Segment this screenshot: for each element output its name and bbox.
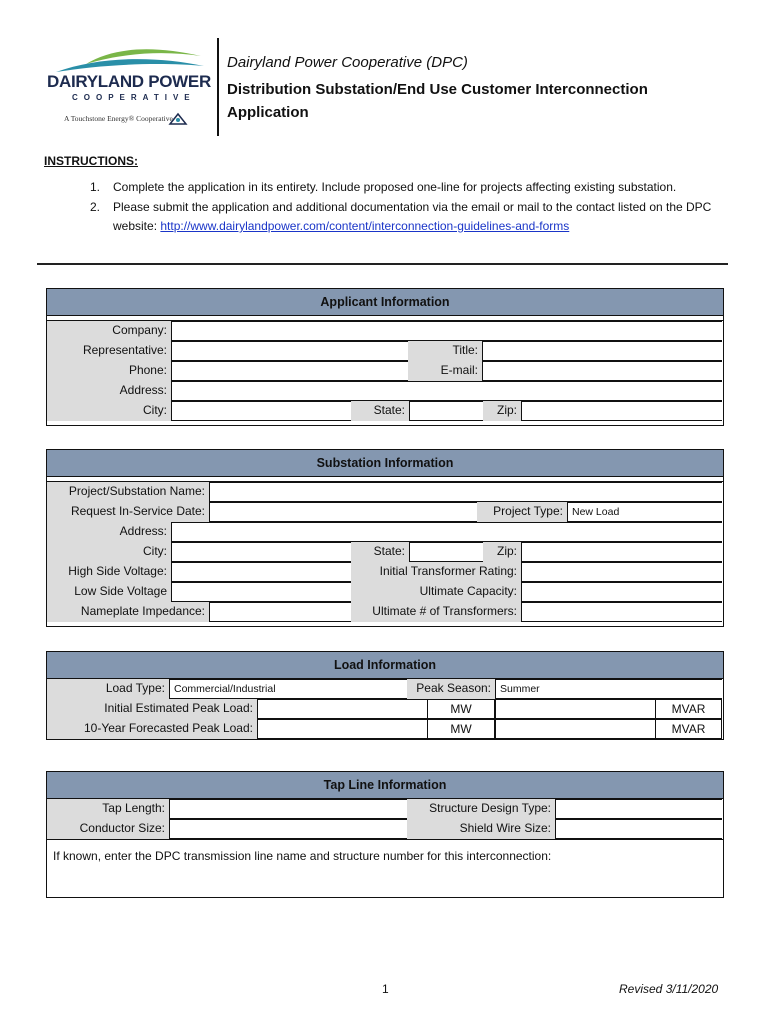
peak-season-field[interactable]: Summer xyxy=(495,679,722,699)
load-section xyxy=(46,651,724,740)
section-title: Tap Line Information xyxy=(47,772,723,799)
address-field[interactable] xyxy=(171,381,722,401)
shield-wire-label: Shield Wire Size: xyxy=(407,819,555,839)
nameplate-label: Nameplate Impedance: xyxy=(47,602,209,622)
section-title: Applicant Information xyxy=(47,289,723,316)
tapline-section xyxy=(46,771,724,898)
form-row xyxy=(47,361,723,381)
transmission-line-note: If known, enter the DPC transmission line name and structure number for this interconnection: xyxy=(53,849,552,863)
form-row xyxy=(47,799,723,819)
phone-label: Phone: xyxy=(47,361,171,381)
forecast-peak-mw-field[interactable] xyxy=(257,719,427,739)
low-side-label: Low Side Voltage xyxy=(47,582,171,602)
mw-unit: MW xyxy=(427,699,495,719)
low-side-field[interactable] xyxy=(171,582,351,602)
zip-label: Zip: xyxy=(483,401,521,421)
address-label: Address: xyxy=(47,381,171,401)
load-type-label: Load Type: xyxy=(47,679,169,699)
load-type-field[interactable]: Commercial/Industrial xyxy=(169,679,407,699)
state-label: State: xyxy=(351,401,409,421)
instruction-text: Complete the application in its entirety. Include proposed one-line for projects affecting existing substation. xyxy=(113,180,677,194)
form-row xyxy=(47,602,723,622)
form-row xyxy=(47,699,723,719)
instruction-item xyxy=(90,198,740,237)
form-row xyxy=(47,321,723,341)
ultimate-count-label: Ultimate # of Transformers: xyxy=(351,602,521,622)
request-date-label: Request In-Service Date: xyxy=(47,502,209,522)
conductor-label: Conductor Size: xyxy=(47,819,169,839)
structure-design-field[interactable] xyxy=(555,799,722,819)
initial-rating-label: Initial Transformer Rating: xyxy=(351,562,521,582)
city-label: City: xyxy=(47,401,171,421)
form-row xyxy=(47,522,723,542)
forecast-peak-mvar-field[interactable] xyxy=(495,719,655,739)
initial-peak-mw-field[interactable] xyxy=(257,699,427,719)
header-divider xyxy=(217,38,219,136)
transmission-line-note-field[interactable] xyxy=(47,839,723,897)
shield-wire-field[interactable] xyxy=(555,819,722,839)
high-side-label: High Side Voltage: xyxy=(47,562,171,582)
form-row xyxy=(47,719,723,739)
ultimate-count-field[interactable] xyxy=(521,602,722,622)
peak-season-label: Peak Season: xyxy=(407,679,495,699)
company-label: Company: xyxy=(47,321,171,341)
company-field[interactable] xyxy=(171,321,722,341)
tap-length-label: Tap Length: xyxy=(47,799,169,819)
instruction-item xyxy=(90,178,740,198)
touchstone-icon xyxy=(168,112,188,126)
sub-state-field[interactable] xyxy=(409,542,483,562)
ultimate-capacity-label: Ultimate Capacity: xyxy=(351,582,521,602)
section-title: Load Information xyxy=(47,652,723,679)
form-row xyxy=(47,582,723,602)
phone-field[interactable] xyxy=(171,361,408,381)
email-label: E-mail: xyxy=(408,361,482,381)
form-row xyxy=(47,401,723,421)
section-rule xyxy=(37,263,728,265)
structure-design-label: Structure Design Type: xyxy=(407,799,555,819)
project-type-field[interactable]: New Load xyxy=(567,502,722,522)
sub-city-label: City: xyxy=(47,542,171,562)
mvar-unit: MVAR xyxy=(655,719,722,739)
state-field[interactable] xyxy=(409,401,483,421)
project-name-label: Project/Substation Name: xyxy=(47,482,209,502)
form-row xyxy=(47,819,723,839)
form-row xyxy=(47,381,723,401)
form-row xyxy=(47,482,723,502)
city-field[interactable] xyxy=(171,401,351,421)
form-row xyxy=(47,562,723,582)
instructions-heading: INSTRUCTIONS: xyxy=(44,154,138,168)
title-label: Title: xyxy=(408,341,482,361)
initial-peak-label: Initial Estimated Peak Load: xyxy=(47,699,257,719)
section-title: Substation Information xyxy=(47,450,723,477)
page-number: 1 xyxy=(382,982,389,996)
logo-cooperative: COOPERATIVE xyxy=(72,93,196,102)
form-row xyxy=(47,341,723,361)
initial-rating-field[interactable] xyxy=(521,562,722,582)
interconnection-guidelines-link[interactable]: http://www.dairylandpower.com/content/interconnection-guidelines-and-forms xyxy=(160,219,570,233)
form-row xyxy=(47,502,723,522)
instruction-text: Please submit the application and additional documentation via the email or mail to the contact listed on the DPC website: xyxy=(113,199,712,233)
instructions-list xyxy=(90,178,740,237)
project-name-field[interactable] xyxy=(209,482,722,502)
email-field[interactable] xyxy=(482,361,722,381)
representative-field[interactable] xyxy=(171,341,408,361)
ultimate-capacity-field[interactable] xyxy=(521,582,722,602)
tap-length-field[interactable] xyxy=(169,799,407,819)
revision-date: Revised 3/11/2020 xyxy=(619,982,719,996)
forecast-peak-label: 10-Year Forecasted Peak Load: xyxy=(47,719,257,739)
substation-section xyxy=(46,449,724,627)
sub-zip-field[interactable] xyxy=(521,542,722,562)
instruction-number: 1. xyxy=(90,180,101,194)
sub-zip-label: Zip: xyxy=(483,542,521,562)
representative-label: Representative: xyxy=(47,341,171,361)
high-side-field[interactable] xyxy=(171,562,351,582)
mw-unit: MW xyxy=(427,719,495,739)
logo-swoosh-icon xyxy=(46,42,206,74)
request-date-field[interactable] xyxy=(209,502,477,522)
sub-address-field[interactable] xyxy=(171,522,722,542)
form-row xyxy=(47,542,723,562)
sub-address-label: Address: xyxy=(47,522,171,542)
project-type-label: Project Type: xyxy=(477,502,567,522)
logo-tagline: A Touchstone Energy® Cooperative xyxy=(64,114,173,123)
logo-wordmark: DAIRYLAND POWER xyxy=(47,72,211,91)
mvar-unit: MVAR xyxy=(655,699,722,719)
instruction-number: 2. xyxy=(90,199,101,214)
org-title: Dairyland Power Cooperative (DPC) xyxy=(227,54,468,71)
document-title: Distribution Substation/End Use Customer Interconnection Application xyxy=(227,81,648,121)
sub-city-field[interactable] xyxy=(171,542,351,562)
sub-state-label: State: xyxy=(351,542,409,562)
zip-field[interactable] xyxy=(521,401,722,421)
initial-peak-mvar-field[interactable] xyxy=(495,699,655,719)
nameplate-field[interactable] xyxy=(209,602,351,622)
title-field[interactable] xyxy=(482,341,722,361)
form-row xyxy=(47,679,723,699)
conductor-field[interactable] xyxy=(169,819,407,839)
applicant-section xyxy=(46,288,724,426)
